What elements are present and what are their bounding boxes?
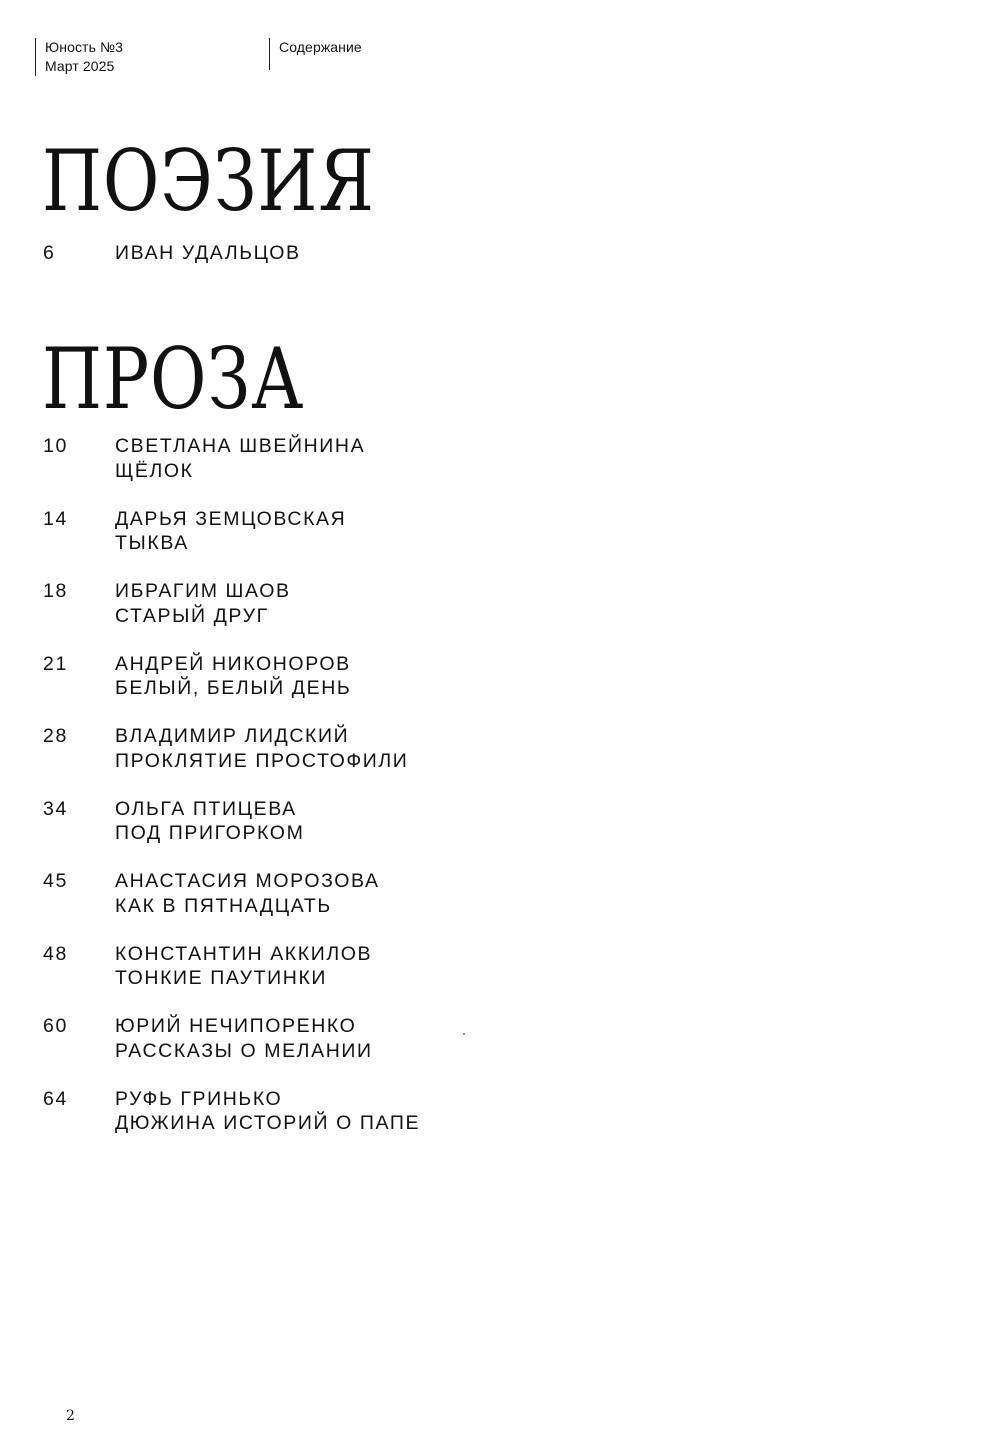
toc-page-number: 48: [43, 942, 68, 965]
toc-entry: [43, 1087, 420, 1136]
toc-entry: [43, 434, 420, 483]
toc-entry: [43, 942, 420, 991]
toc-author: ВЛАДИМИР ЛИДСКИЙ: [115, 725, 350, 747]
toc-entry: [43, 241, 301, 266]
stray-dot: [463, 1033, 465, 1035]
toc-work-title: РАССКАЗЫ О МЕЛАНИИ: [115, 1039, 373, 1062]
toc-author: СВЕТЛАНА ШВЕЙНИНА: [115, 435, 366, 457]
toc-entry: [43, 1014, 420, 1063]
running-header-section: [269, 38, 362, 70]
toc-author: КОНСТАНТИН АККИЛОВ: [115, 942, 373, 965]
toc-page-number: 60: [43, 1015, 68, 1037]
toc-work-title: СТАРЫЙ ДРУГ: [115, 604, 269, 627]
toc-entry: [43, 724, 420, 773]
toc-work-title: ПОД ПРИГОРКОМ: [115, 822, 305, 844]
toc-entry: [43, 797, 420, 846]
toc-page-number: 21: [43, 652, 68, 675]
toc-page-number: 18: [43, 580, 68, 602]
toc-author: ЮРИЙ НЕЧИПОРЕНКО: [115, 1015, 357, 1037]
toc-author: РУФЬ ГРИНЬКО: [115, 1087, 283, 1110]
issue-date: Март 2025: [45, 58, 115, 74]
toc-work-title: ЩЁЛОК: [115, 459, 194, 482]
toc-entry: [43, 652, 420, 701]
poetry-heading: ПОЭЗИЯ: [42, 132, 375, 230]
toc-entry: [43, 579, 420, 628]
poetry-list: [43, 241, 301, 289]
toc-work-title: КАК В ПЯТНАДЦАТЬ: [115, 894, 332, 917]
toc-page-number: 28: [43, 725, 68, 747]
toc-entry: [43, 507, 420, 556]
toc-page-number: 45: [43, 870, 68, 892]
toc-work-title: ПРОКЛЯТИЕ ПРОСТОФИЛИ: [115, 749, 409, 772]
toc-page-number: 10: [43, 435, 68, 457]
toc-author: АНДРЕЙ НИКОНОРОВ: [115, 652, 351, 675]
toc-author: АНАСТАСИЯ МОРОЗОВА: [115, 870, 380, 892]
toc-entry: [43, 869, 420, 918]
toc-work-title: ДЮЖИНА ИСТОРИЙ О ПАПЕ: [115, 1112, 421, 1134]
prose-heading: ПРОЗА: [42, 330, 305, 428]
toc-author: ДАРЬЯ ЗЕМЦОВСКАЯ: [115, 507, 347, 530]
running-header-issue: [35, 38, 123, 76]
section-label: Содержание: [279, 39, 362, 55]
issue-label: Юность №3: [45, 39, 123, 55]
toc-work-title: ТОНКИЕ ПАУТИНКИ: [115, 967, 328, 989]
toc-author: ИВАН УДАЛЬЦОВ: [115, 242, 301, 264]
prose-list: [43, 434, 420, 1159]
toc-author: ОЛЬГА ПТИЦЕВА: [115, 797, 297, 820]
toc-page-number: 6: [43, 242, 56, 264]
toc-work-title: БЕЛЫЙ, БЕЛЫЙ ДЕНЬ: [115, 677, 352, 699]
toc-page-number: 34: [43, 797, 68, 820]
toc-author: ИБРАГИМ ШАОВ: [115, 580, 291, 602]
toc-page-number: 64: [43, 1087, 68, 1110]
toc-work-title: ТЫКВА: [115, 532, 189, 554]
folio-page-number: 2: [66, 1408, 75, 1424]
toc-page-number: 14: [43, 507, 68, 530]
